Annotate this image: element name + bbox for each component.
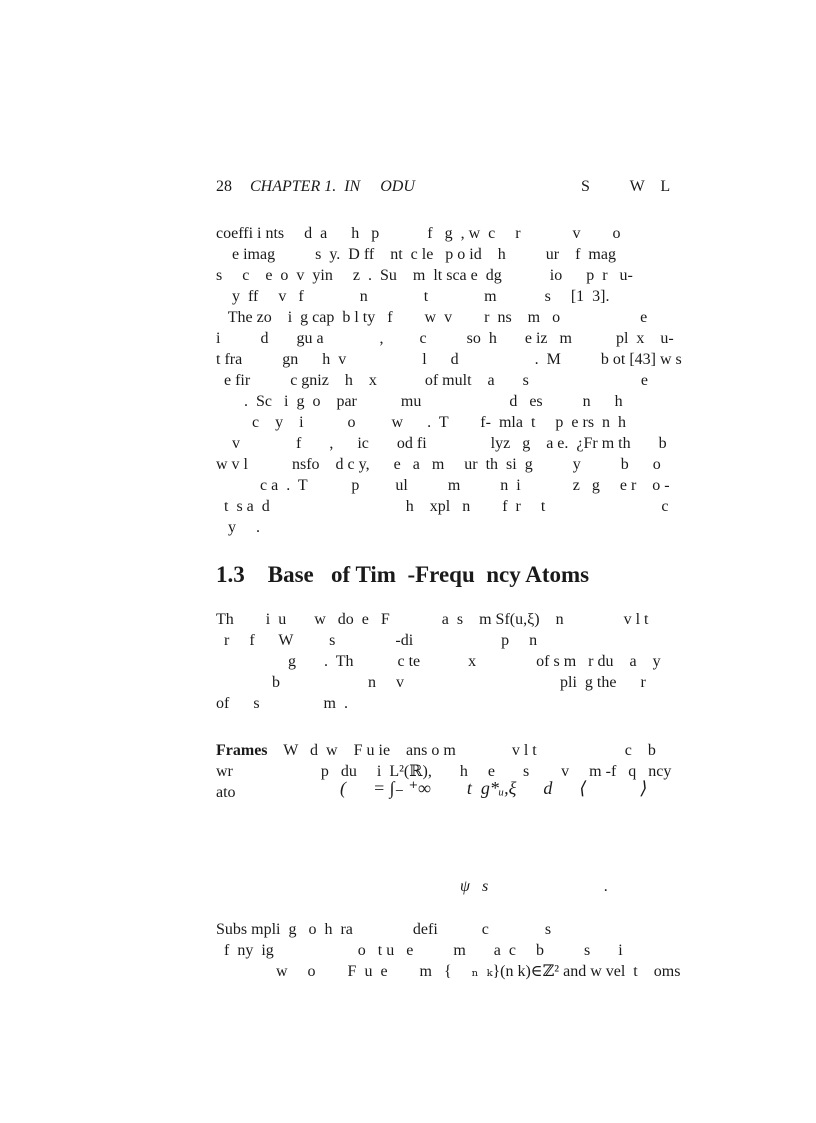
text-line: r f W s -di p n	[216, 632, 538, 649]
text-line: c y i o w . T f- mla t p e rs n h	[216, 414, 627, 431]
atom-formula: ψ s .	[460, 878, 609, 895]
text-line: t s a d h xpl n f r t c	[216, 498, 669, 515]
text-line: w v l nsfo d c y, e a m ur th si g y b o	[216, 456, 661, 473]
text-line: v f , ic od fi lyz g a e. ¿Fr m th b	[216, 435, 667, 452]
text-line: The zo i g cap b l ty f w v r ns m o e	[216, 309, 648, 326]
text-line: g . Th c te x of s m r du a y	[216, 653, 661, 670]
section-heading: 1.3 Base of Tim -Frequ ncy Atoms	[216, 562, 590, 587]
text-line: b n v pli g the r	[216, 674, 646, 691]
text-line: wr p du i L²(ℝ), h e s v m -f q ncy	[216, 763, 672, 780]
text-line: . Sc i g o par mu d es n h	[216, 393, 623, 410]
text-line: of s m .	[216, 695, 348, 712]
text-line: t fra gn h v l d . M b ot [43] w s	[216, 351, 682, 368]
frames-label: Frames	[216, 742, 268, 759]
page-number: 28	[216, 178, 232, 195]
integral-formula: ( = ∫₋ ⁺∞ t g*ᵤ,ξ d ⟨ ⟩	[340, 778, 648, 798]
text-line: y .	[216, 519, 260, 536]
text-line: Th i u w do e F a s m Sf(u,ξ) n v l t	[216, 611, 649, 628]
text-line: i d gu a , c so h e iz m pl x u-	[216, 330, 674, 347]
text-line: y ff v f n t m s [1 3].	[216, 288, 610, 305]
text-line: Subs mpli g o h ra defi c s	[216, 921, 552, 938]
frames-line-0: W d w F u ie ans o m v l t c b	[267, 742, 656, 759]
running-header	[216, 178, 684, 200]
section-title-header: S W L	[581, 178, 671, 195]
text-line: s c e o v yin z . Su m lt sca e dg io p r u-	[216, 267, 633, 284]
text-line: coeffi i nts d a h p f g , w c r v o	[216, 225, 621, 242]
chapter-title: CHAPTER 1. IN ODU	[250, 178, 415, 195]
text-line: c a . T p ul m n i z g e r o -	[216, 477, 670, 494]
text-line: ato	[216, 784, 236, 801]
text-line: e imag s y. D ff nt c le p o id h ur f mag	[216, 246, 616, 263]
text-line	[216, 741, 668, 761]
text-line: f ny ig o t u e m a c b s i	[216, 942, 623, 959]
text-line: e fir c gniz h x of mult a s e	[216, 372, 648, 389]
text-line: w o F u e m { ₙ ₖ}(n k)∈ℤ² and w vel t oms	[216, 963, 681, 980]
